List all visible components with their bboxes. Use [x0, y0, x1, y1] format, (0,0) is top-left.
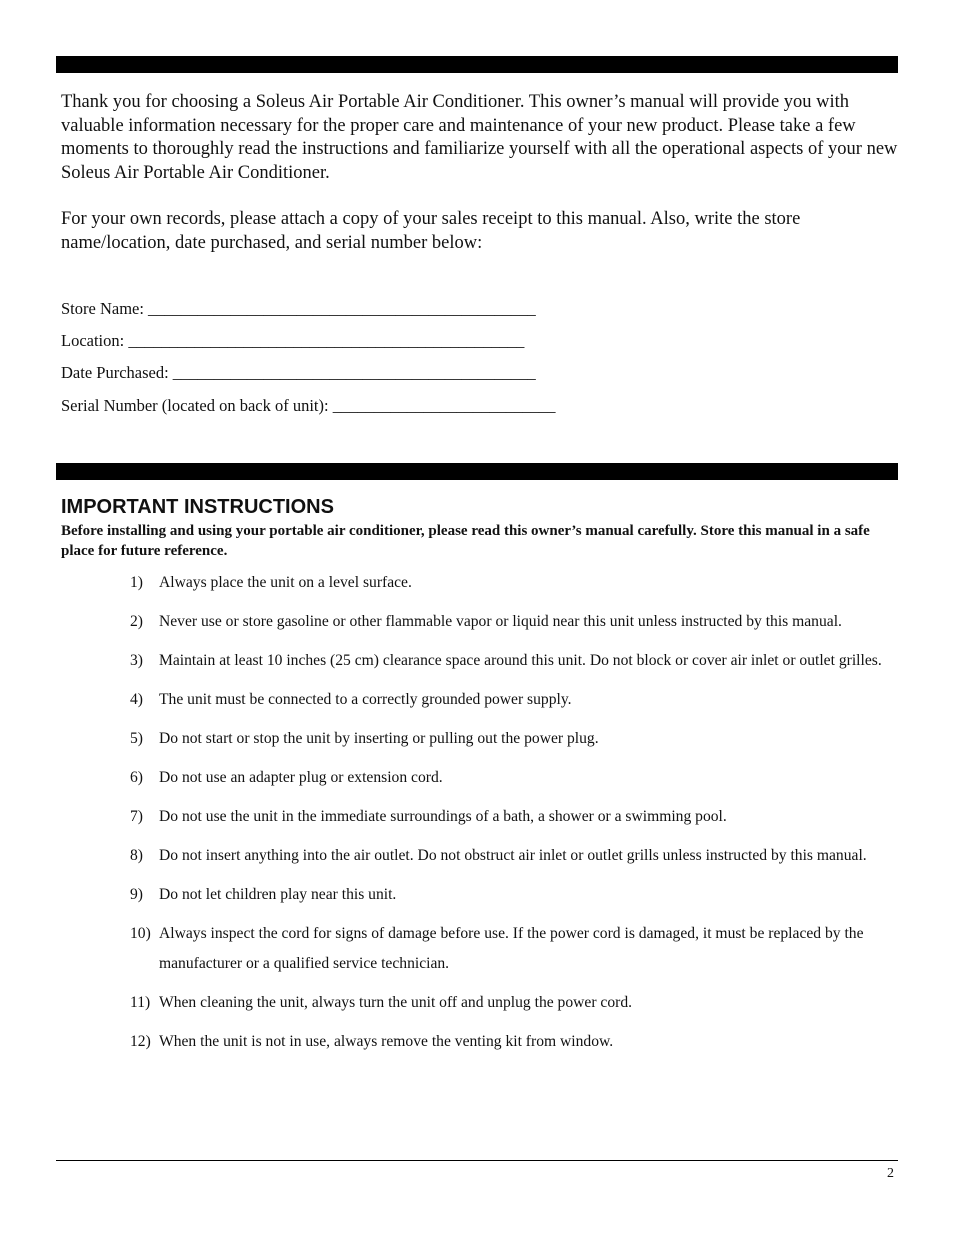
- instruction-number: 2): [130, 613, 143, 630]
- intro-paragraph: Thank you for choosing a Soleus Air Portable Air Conditioner. This owner’s manual will provide you with valuable information necessary for the proper care and maintenance of your new product. Please take a few moments to thoroughly read the instructions and familiarize yourself with all the operational aspects of your new Soleus Air Portable Air Conditioner.: [61, 92, 898, 183]
- store-name-field[interactable]: Store Name: _______________________________________________: [61, 299, 536, 318]
- instruction-item: [130, 1027, 900, 1057]
- receipt-paragraph: For your own records, please attach a copy of your sales receipt to this manual. Also, write the store name/location, date purchased, and serial number below:: [61, 209, 801, 253]
- instruction-text: Always inspect the cord for signs of damage before use. If the power cord is damaged, it must be replaced by the manufacturer or a qualified service technician.: [159, 925, 864, 972]
- location-field[interactable]: Location: ________________________________________________: [61, 331, 525, 350]
- top-section-bar: [56, 56, 898, 73]
- instruction-text: Do not use an adapter plug or extension cord.: [159, 769, 443, 786]
- instruction-item: [130, 724, 900, 754]
- instruction-number: 12): [130, 1032, 151, 1050]
- instruction-text: Do not let children play near this unit.: [159, 886, 397, 903]
- instructions-list: [130, 568, 900, 1066]
- instruction-text: When cleaning the unit, always turn the unit off and unplug the power cord.: [159, 993, 633, 1011]
- instruction-number: 1): [130, 574, 143, 591]
- instruction-number: 7): [130, 808, 143, 825]
- instructions-section-bar: [56, 463, 898, 480]
- instruction-text: The unit must be connected to a correctly grounded power supply.: [159, 691, 572, 708]
- instruction-number: 10): [130, 925, 151, 942]
- instructions-warning: Before installing and using your portable air conditioner, please read this owner’s manual carefully. Store this manual in a safe place for future reference.: [61, 523, 870, 559]
- instruction-item: [130, 646, 900, 676]
- instruction-number: 3): [130, 652, 143, 669]
- instruction-text: Do not use the unit in the immediate surroundings of a bath, a shower or a swimming pool.: [159, 808, 727, 825]
- footer-rule: [56, 1160, 898, 1161]
- instruction-text: Always place the unit on a level surface.: [159, 574, 412, 591]
- instruction-number: 11): [130, 993, 151, 1011]
- instruction-text: When the unit is not in use, always remove the venting kit from window.: [159, 1032, 614, 1050]
- instruction-number: 6): [130, 769, 143, 786]
- page-number: 2: [887, 1166, 894, 1181]
- date-purchased-field[interactable]: Date Purchased: ____________________________________________: [61, 363, 536, 382]
- instruction-number: 4): [130, 691, 143, 708]
- instruction-item: [130, 880, 900, 910]
- instruction-item: [130, 841, 900, 871]
- instruction-number: 9): [130, 886, 143, 903]
- instruction-item: [130, 568, 900, 598]
- instruction-text: Do not insert anything into the air outlet. Do not obstruct air inlet or outlet grills unless instructed by this manual.: [159, 847, 867, 864]
- instruction-item: [130, 919, 900, 978]
- instruction-item: [130, 685, 900, 715]
- instruction-item: [130, 988, 900, 1018]
- instruction-text: Never use or store gasoline or other flammable vapor or liquid near this unit unless instructed by this manual.: [159, 613, 842, 630]
- instruction-number: 5): [130, 730, 143, 747]
- instruction-item: [130, 763, 900, 793]
- instruction-item: [130, 802, 900, 832]
- instruction-item: [130, 607, 900, 637]
- instruction-number: 8): [130, 847, 143, 864]
- instruction-text: Maintain at least 10 inches (25 cm) clearance space around this unit. Do not block or cover air inlet or outlet grilles.: [159, 652, 882, 669]
- instructions-heading: IMPORTANT INSTRUCTIONS: [61, 496, 334, 518]
- serial-number-field[interactable]: Serial Number (located on back of unit): ___________________________: [61, 396, 556, 415]
- instruction-text: Do not start or stop the unit by inserting or pulling out the power plug.: [159, 730, 599, 747]
